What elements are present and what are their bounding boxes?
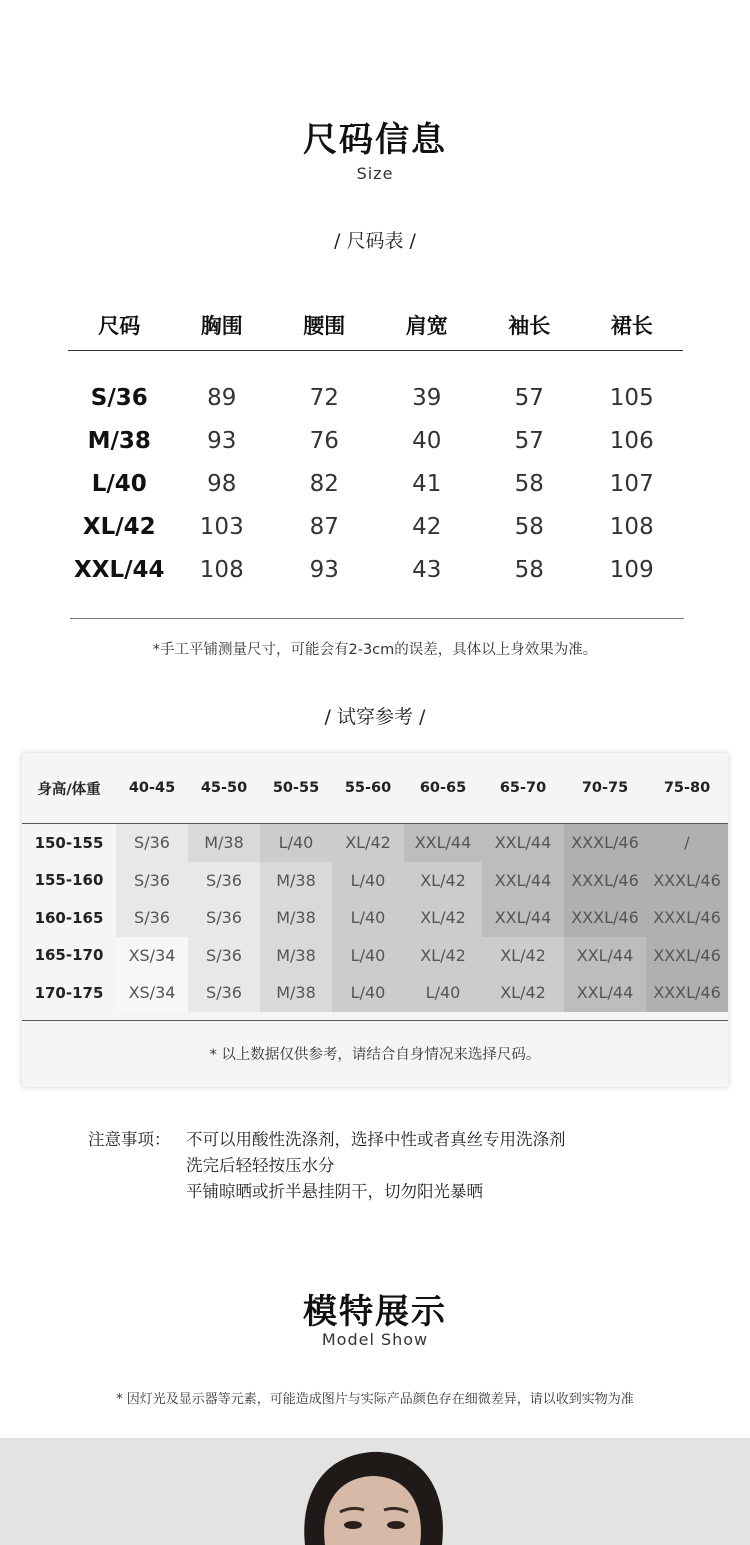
size-value-cell: 43 — [412, 556, 442, 583]
recommended-size-cell: S/36 — [188, 937, 260, 975]
size-value-cell: 57 — [514, 427, 544, 454]
model-photo-illustration — [0, 1438, 750, 1545]
size-table-body — [68, 351, 683, 611]
size-value-cell: 58 — [514, 513, 544, 540]
recommended-size-cell: S/36 — [188, 974, 260, 1012]
size-value-cell: 106 — [609, 427, 654, 454]
size-value-cell: 107 — [609, 470, 654, 497]
size-table — [68, 300, 683, 611]
weight-header-cell: 55-60 — [344, 780, 392, 796]
weight-header-cell: 65-70 — [499, 780, 547, 796]
try-on-table — [22, 753, 728, 1012]
recommended-size-cell: XL/42 — [482, 937, 564, 975]
size-table-row — [68, 548, 683, 591]
recommended-size-cell: XL/42 — [482, 974, 564, 1012]
try-on-note: * 以上数据仅供参考，请结合自身情况来选择尺码。 — [209, 1047, 541, 1063]
height-header-cell: 165-170 — [22, 937, 116, 975]
weight-header-cell: 60-65 — [419, 780, 467, 796]
try-on-header-row — [22, 753, 728, 823]
recommended-size-cell: XXXL/46 — [646, 974, 728, 1012]
recommended-size-cell: XL/42 — [404, 937, 482, 975]
size-table-row — [68, 376, 683, 419]
try-on-bottom-divider — [22, 1020, 728, 1021]
recommended-size-cell: L/40 — [260, 824, 332, 862]
recommended-size-cell: XXL/44 — [482, 862, 564, 900]
recommended-size-cell: S/36 — [116, 824, 188, 862]
recommended-size-cell: M/38 — [260, 937, 332, 975]
size-value-cell: 39 — [412, 384, 442, 411]
recommended-size-cell: XS/34 — [116, 974, 188, 1012]
recommended-size-cell: XS/34 — [116, 937, 188, 975]
weight-header-cell: 70-75 — [581, 780, 629, 796]
size-info-title: 尺码信息 — [303, 120, 447, 160]
size-label-cell: XL/42 — [82, 513, 156, 540]
care-notes-label: 注意事项： — [88, 1130, 171, 1149]
recommended-size-cell: XXXL/46 — [564, 824, 646, 862]
recommended-size-cell: S/36 — [116, 899, 188, 937]
recommended-size-cell: M/38 — [188, 824, 260, 862]
recommended-size-cell: XXL/44 — [404, 824, 482, 862]
recommended-size-cell: L/40 — [332, 974, 404, 1012]
size-table-bottom-divider — [70, 618, 684, 619]
recommended-size-cell: S/36 — [188, 899, 260, 937]
recommended-size-cell: XL/42 — [404, 862, 482, 900]
size-measure-note: *手工平铺测量尺寸，可能会有2-3cm的误差，具体以上身效果为准。 — [152, 642, 598, 658]
size-value-cell: 103 — [199, 513, 244, 540]
size-table-row — [68, 419, 683, 462]
size-table-row — [68, 462, 683, 505]
size-value-cell: 57 — [514, 384, 544, 411]
weight-header-cell: 75-80 — [663, 780, 711, 796]
recommended-size-cell: L/40 — [332, 937, 404, 975]
try-on-row — [22, 862, 728, 900]
size-table-row — [68, 505, 683, 548]
model-show-subtitle: Model Show — [321, 1330, 429, 1349]
recommended-size-cell: XL/42 — [404, 899, 482, 937]
size-value-cell: 93 — [207, 427, 237, 454]
try-on-row — [22, 824, 728, 862]
recommended-size-cell: XXXL/46 — [646, 937, 728, 975]
try-on-row — [22, 899, 728, 937]
weight-header-cell: 45-50 — [200, 780, 248, 796]
size-label-cell: L/40 — [91, 470, 147, 497]
size-header-cell: 腰围 — [303, 314, 346, 338]
recommended-size-cell: L/40 — [404, 974, 482, 1012]
size-value-cell: 41 — [412, 470, 442, 497]
recommended-size-cell: M/38 — [260, 862, 332, 900]
try-on-section-label: / 试穿参考 / — [324, 706, 426, 728]
size-label-cell: XXL/44 — [73, 556, 165, 583]
recommended-size-cell: M/38 — [260, 899, 332, 937]
size-header-cell: 袖长 — [508, 314, 551, 338]
weight-header-cell: 50-55 — [272, 780, 320, 796]
recommended-size-cell: XXL/44 — [482, 899, 564, 937]
size-header-cell: 尺码 — [98, 314, 141, 338]
recommended-size-cell: XXL/44 — [564, 974, 646, 1012]
size-value-cell: 105 — [609, 384, 654, 411]
recommended-size-cell: XXL/44 — [564, 937, 646, 975]
size-value-cell: 42 — [412, 513, 442, 540]
size-value-cell: 109 — [609, 556, 654, 583]
weight-header-cell: 40-45 — [128, 780, 176, 796]
model-show-title: 模特展示 — [303, 1292, 447, 1332]
try-on-corner-header: 身高/体重 — [37, 781, 101, 798]
size-info-subtitle: Size — [356, 164, 394, 183]
recommended-size-cell: XXXL/46 — [646, 862, 728, 900]
size-value-cell: 58 — [514, 556, 544, 583]
recommended-size-cell: / — [646, 824, 728, 862]
size-value-cell: 72 — [309, 384, 339, 411]
height-header-cell: 170-175 — [22, 974, 116, 1012]
recommended-size-cell: S/36 — [116, 862, 188, 900]
recommended-size-cell: XXXL/46 — [564, 862, 646, 900]
size-value-cell: 89 — [207, 384, 237, 411]
size-table-header — [68, 300, 683, 350]
size-header-cell: 裙长 — [610, 314, 653, 338]
size-value-cell: 108 — [199, 556, 244, 583]
recommended-size-cell: M/38 — [260, 974, 332, 1012]
color-disclaimer-note: * 因灯光及显示器等元素，可能造成图片与实际产品颜色存在细微差异，请以收到实物为准 — [116, 1392, 634, 1407]
try-on-card — [22, 753, 728, 1087]
recommended-size-cell: XXXL/46 — [646, 899, 728, 937]
size-value-cell: 98 — [207, 470, 237, 497]
height-header-cell: 150-155 — [22, 824, 116, 862]
size-chart-section-label: / 尺码表 / — [334, 230, 416, 252]
size-label-cell: M/38 — [87, 427, 151, 454]
height-header-cell: 160-165 — [22, 899, 116, 937]
try-on-row — [22, 937, 728, 975]
size-value-cell: 40 — [412, 427, 442, 454]
recommended-size-cell: S/36 — [188, 862, 260, 900]
care-note-line: 不可以用酸性洗涤剂，选择中性或者真丝专用洗涤剂 — [186, 1130, 566, 1149]
size-value-cell: 87 — [309, 513, 339, 540]
care-note-line: 平铺晾晒或折半悬挂阴干，切勿阳光暴晒 — [186, 1182, 483, 1201]
recommended-size-cell: XXXL/46 — [564, 899, 646, 937]
size-value-cell: 108 — [609, 513, 654, 540]
size-value-cell: 82 — [309, 470, 339, 497]
model-photo — [0, 1438, 750, 1545]
recommended-size-cell: L/40 — [332, 899, 404, 937]
size-value-cell: 93 — [309, 556, 339, 583]
size-header-cell: 胸围 — [200, 314, 243, 338]
recommended-size-cell: XXL/44 — [482, 824, 564, 862]
care-notes-lines — [186, 1127, 566, 1205]
recommended-size-cell: XL/42 — [332, 824, 404, 862]
care-note-line: 洗完后轻轻按压水分 — [186, 1156, 335, 1175]
recommended-size-cell: L/40 — [332, 862, 404, 900]
size-header-cell: 肩宽 — [405, 314, 448, 338]
try-on-row — [22, 974, 728, 1012]
height-header-cell: 155-160 — [22, 862, 116, 900]
try-on-body — [22, 824, 728, 1012]
size-value-cell: 58 — [514, 470, 544, 497]
size-value-cell: 76 — [309, 427, 339, 454]
size-label-cell: S/36 — [90, 384, 148, 411]
